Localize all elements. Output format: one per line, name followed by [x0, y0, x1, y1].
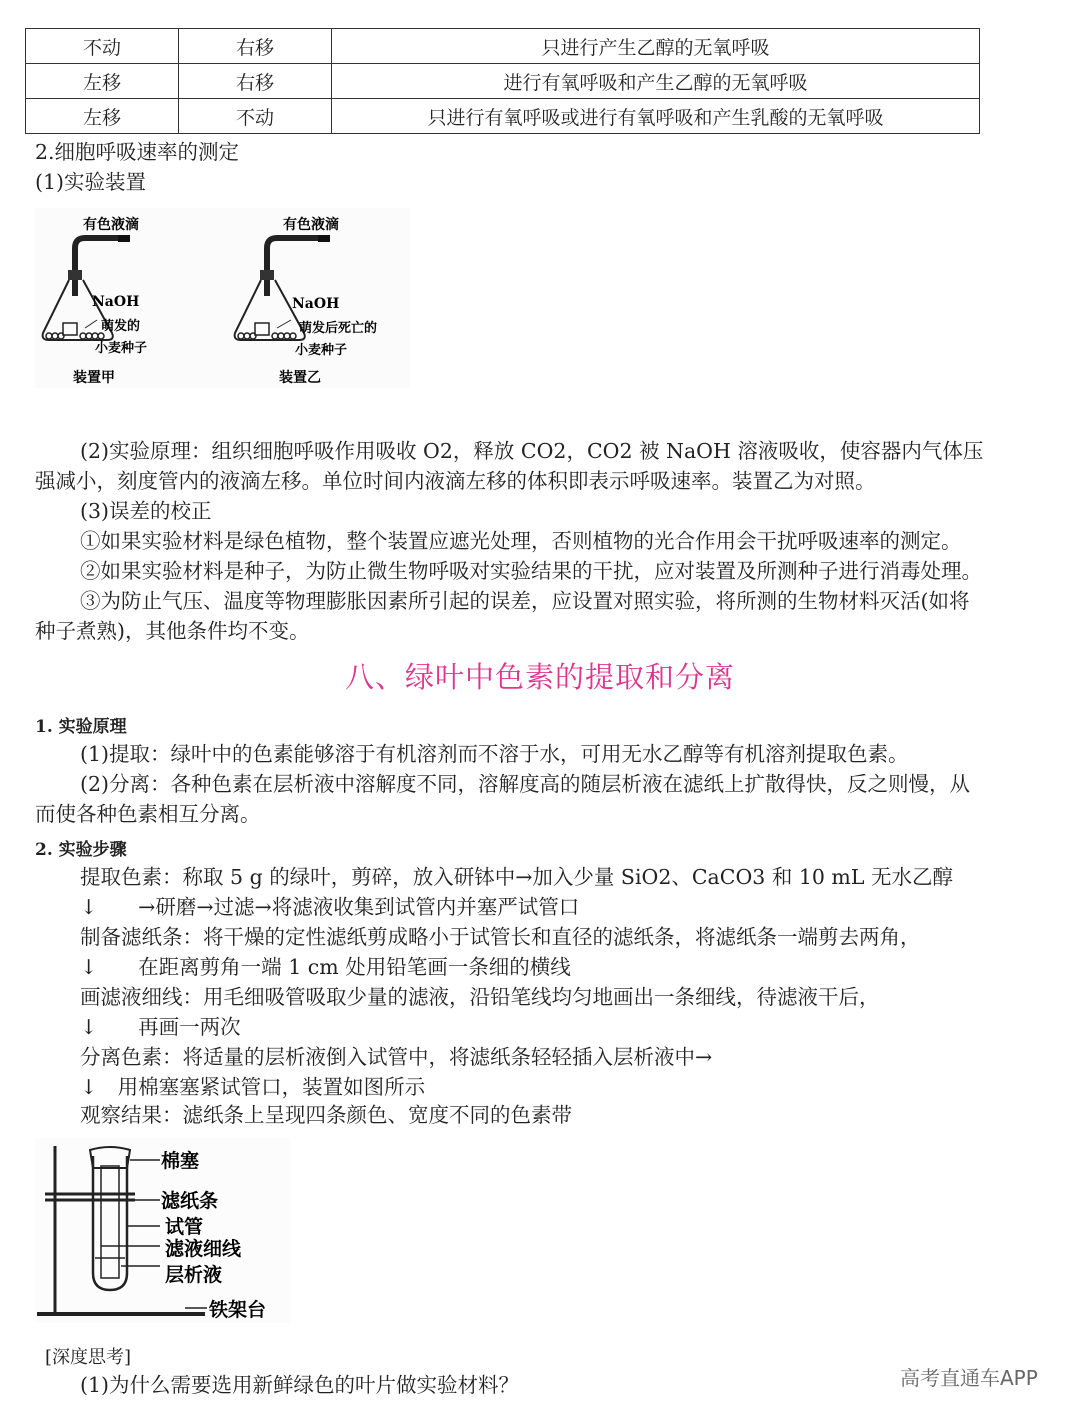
table-cell: 左移: [26, 99, 179, 134]
result-table: [25, 28, 980, 134]
step: 观察结果：滤纸条上呈现四条颜色、宽度不同的色素带: [80, 1103, 572, 1127]
seed-label: 萌发后死亡的: [299, 321, 378, 336]
figure-label: 试管: [165, 1216, 204, 1238]
seed-label: 小麦种子: [95, 341, 148, 356]
table-row: [26, 99, 980, 134]
paragraph: (2)分离：各种色素在层析液中溶解度不同，溶解度高的随层析液在滤纸上扩散得快，反之则慢，从: [80, 772, 971, 796]
respiration-apparatus-figure: [35, 208, 410, 388]
caption-yi: 装置乙: [279, 370, 321, 386]
section-title: 1. 实验原理: [35, 717, 127, 737]
naoh-label: NaOH: [92, 294, 140, 310]
droplet-label: 有色液滴: [83, 217, 139, 233]
step: 提取色素：称取 5 g 的绿叶，剪碎，放入研钵中→加入少量 SiO2、CaCO3 和 10 mL 无水乙醇: [80, 865, 953, 889]
droplet: [118, 235, 130, 242]
paragraph: (1)提取：绿叶中的色素能够溶于有机溶剂而不溶于水，可用无水乙醇等有机溶剂提取色素。: [80, 742, 909, 766]
paragraph: 种子煮熟)，其他条件均不变。: [35, 619, 310, 643]
figure-label: 滤液细线: [165, 1238, 242, 1260]
question: (1)为什么需要选用新鲜绿色的叶片做实验材料？: [80, 1373, 520, 1397]
deep-thinking-title: [深度思考]: [45, 1347, 132, 1368]
paragraph: (2)实验原理：组织细胞呼吸作用吸收 O2，释放 CO2，CO2 被 NaOH 溶液吸收，使容器内气体压: [80, 439, 984, 463]
step: ↓ 用棉塞塞紧试管口，装置如图所示: [80, 1075, 426, 1099]
droplet: [318, 235, 330, 242]
step: ↓ 再画一两次: [80, 1015, 241, 1039]
table-cell: 左移: [26, 64, 179, 99]
step: 画滤液细线：用毛细吸管吸取少量的滤液，沿铅笔线均匀地画出一条细线，待滤液干后，: [80, 985, 880, 1009]
table-cell: 不动: [179, 99, 332, 134]
table-cell: 右移: [179, 29, 332, 64]
seed-label: 小麦种子: [295, 343, 348, 358]
table-cell: 不动: [26, 29, 179, 64]
figure-label: 层析液: [165, 1264, 223, 1286]
droplet-label: 有色液滴: [283, 217, 339, 233]
step: 分离色素：将适量的层析液倒入试管中，将滤纸条轻轻插入层析液中→: [80, 1045, 713, 1069]
paragraph: ②如果实验材料是种子，为防止微生物呼吸对实验结果的干扰，应对装置及所测种子进行消毒处理。: [80, 559, 982, 583]
paragraph: 强减小，刻度管内的液滴左移。单位时间内液滴左移的体积即表示呼吸速率。装置乙为对照。: [35, 469, 876, 493]
caption-jia: 装置甲: [73, 370, 115, 386]
paragraph: ③为防止气压、温度等物理膨胀因素所引起的误差，应设置对照实验，将所测的生物材料灭活(如将: [80, 589, 970, 613]
table-cell: 右移: [179, 64, 332, 99]
step: ↓ 在距离剪角一端 1 cm 处用铅笔画一条细的横线: [80, 955, 571, 979]
step: 制备滤纸条：将干燥的定性滤纸剪成略小于试管长和直径的滤纸条，将滤纸条一端剪去两角，: [80, 925, 921, 949]
chromatography-figure: [35, 1138, 290, 1323]
table-row: [26, 64, 980, 99]
section-title: 2. 实验步骤: [35, 840, 127, 860]
table-cell: 进行有氧呼吸和产生乙醇的无氧呼吸: [332, 64, 980, 99]
seed-label: 萌发的: [101, 319, 141, 334]
table-row: [26, 29, 980, 64]
subsection-title: (1)实验装置: [35, 170, 147, 194]
table-cell: 只进行产生乙醇的无氧呼吸: [332, 29, 980, 64]
step: ↓ →研磨→过滤→将滤液收集到试管内并塞严试管口: [80, 895, 580, 919]
naoh-label: NaOH: [292, 296, 340, 312]
watermark: 高考直通车APP: [900, 1366, 1038, 1390]
section-heading: 八、绿叶中色素的提取和分离: [344, 660, 735, 694]
figure-label: 滤纸条: [161, 1190, 219, 1212]
figure-label: 棉塞: [161, 1150, 200, 1172]
figure-label: 铁架台: [209, 1299, 267, 1321]
table-cell: 只进行有氧呼吸或进行有氧呼吸和产生乳酸的无氧呼吸: [332, 99, 980, 134]
section-title: 2.细胞呼吸速率的测定: [35, 140, 240, 164]
subsection-title: (3)误差的校正: [80, 499, 212, 523]
paragraph: ①如果实验材料是绿色植物，整个装置应遮光处理，否则植物的光合作用会干扰呼吸速率的测定。: [80, 529, 962, 553]
paragraph: 而使各种色素相互分离。: [35, 802, 261, 826]
